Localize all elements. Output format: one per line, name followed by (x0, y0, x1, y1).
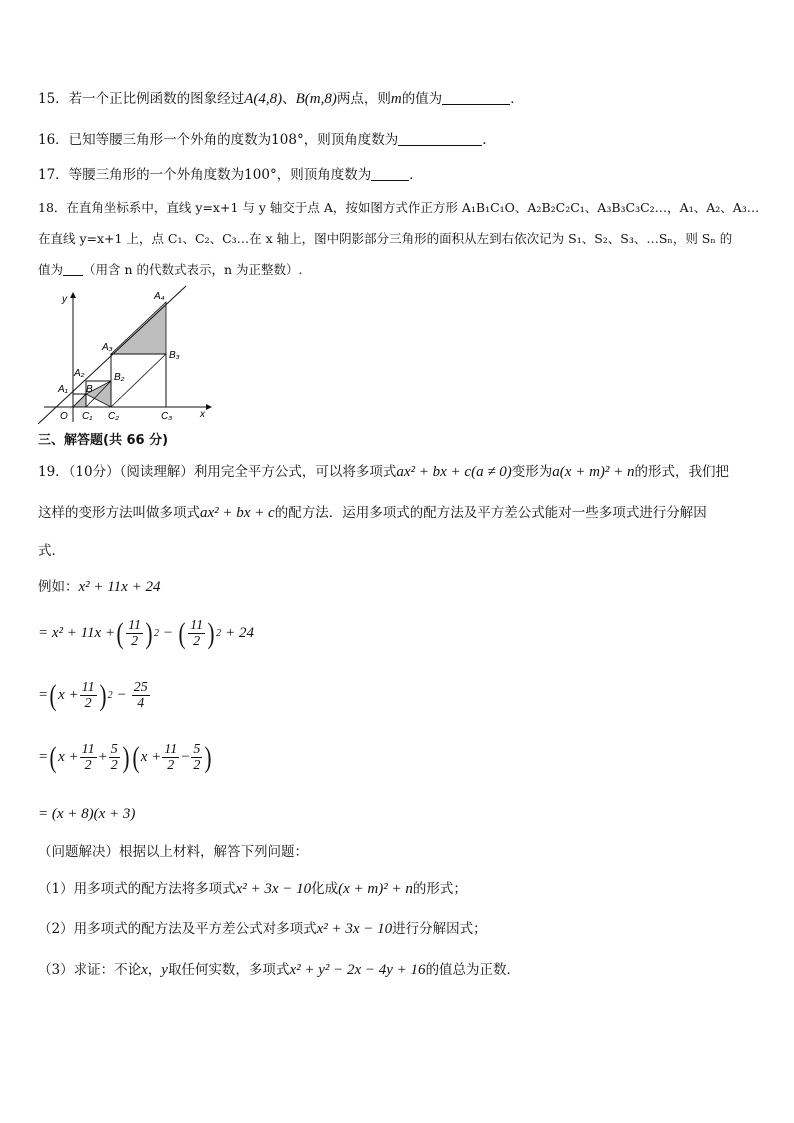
question-19-line-3: 式． (38, 543, 65, 559)
label-A2: A₂ (74, 368, 85, 379)
question-19-line-2: 这样的变形方法叫做多项式ax² + bx + c的配方法．运用多项式的配方法及平方差公式能对一些多项式进行分解因 (38, 505, 707, 521)
label-B3: B₃ (169, 350, 180, 361)
section-title: 三、解答题(共 66 分) (38, 433, 169, 448)
squares-figure (36, 284, 216, 424)
example-line: 例如：x² + 11x + 24 (38, 579, 161, 595)
question-18-line-3: 值为 （用含 n 的代数式表示，n 为正整数）. (38, 262, 303, 277)
label-A1: A₁ (58, 384, 68, 395)
example-step-4: = (x + 8)(x + 3) (38, 806, 136, 822)
label-B1: B (86, 384, 93, 395)
example-step-2: = ( x + $\frac{11}{2}$ ) 2 − $\frac{25}{4}$ (38, 678, 148, 712)
label-C1: C₁ (82, 411, 93, 422)
y-axis-arrow (70, 292, 76, 298)
label-A4: A₄ (154, 291, 165, 302)
question-19-line-1: 19．（10分）（阅读理解）利用完全平方公式，可以将多项式ax² + bx + c(a ≠ 0)变形为a(x + m)² + n的形式，我们把 (38, 464, 730, 480)
part-2: （2）用多项式的配方法及平方差公式对多项式x² + 3x − 10进行分解因式； (38, 921, 487, 937)
label-C2: C₂ (108, 411, 120, 422)
question-17: 17．等腰三角形的一个外角度数为100°，则顶角度数为 ． (38, 167, 423, 183)
part-3: （3）求证：不论x，y取任何实数，多项式x² + y² − 2x − 4y + 16的值总为正数． (38, 962, 521, 978)
question-16: 16．已知等腰三角形一个外角的度数为108°，则顶角度数为 . (38, 132, 487, 148)
question-15: 15．若一个正比例函数的图象经过A(4,8)、B(m,8)两点，则m的值为 ． (38, 91, 524, 107)
label-x: x (200, 409, 205, 420)
answer-blank[interactable] (398, 131, 482, 146)
shaded-triangle-s3 (111, 302, 166, 354)
answer-blank[interactable] (371, 166, 409, 181)
answer-blank[interactable] (442, 90, 510, 105)
label-B2: B₂ (114, 372, 125, 383)
label-y: y (62, 294, 67, 305)
label-A3: A₃ (102, 342, 113, 353)
example-step-3: = ( x + $\frac{11}{2}$ + $\frac{5}{2}$ ) ( x + $\frac{11}{2}$ − $\frac{5}{2}$ ) (38, 740, 212, 774)
label-C3: C₃ (161, 411, 173, 422)
answer-blank[interactable] (63, 261, 83, 276)
line-y-equals-x-plus-1 (38, 286, 186, 424)
example-step-1: = x² + 11x + ( $\frac{11}{2}$ ) 2 − ( $\frac{11}{2}$ ) 2 + 24 (38, 616, 255, 650)
question-18-line-2: 在直线 y=x+1 上，点 C₁、C₂、C₃…在 x 轴上，图中阴影部分三角形的面积从左到右依次记为 S₁、S₂、S₃、…Sₙ，则 Sₙ 的 (38, 231, 733, 246)
label-O: O (60, 411, 68, 422)
part-1: （1）用多项式的配方法将多项式x² + 3x − 10化成(x + m)² + n的形式； (38, 881, 467, 897)
problem-solving-intro: （问题解决）根据以上材料，解答下列问题： (38, 844, 308, 860)
question-18-line-1: 18．在直角坐标系中，直线 y=x+1 与 y 轴交于点 A，按如图方式作正方形 A₁B₁C₁O、A₂B₂C₂C₁、A₃B₃C₃C₂…，A₁、A₂、A₃… (38, 200, 760, 215)
x-axis-arrow (206, 404, 212, 410)
